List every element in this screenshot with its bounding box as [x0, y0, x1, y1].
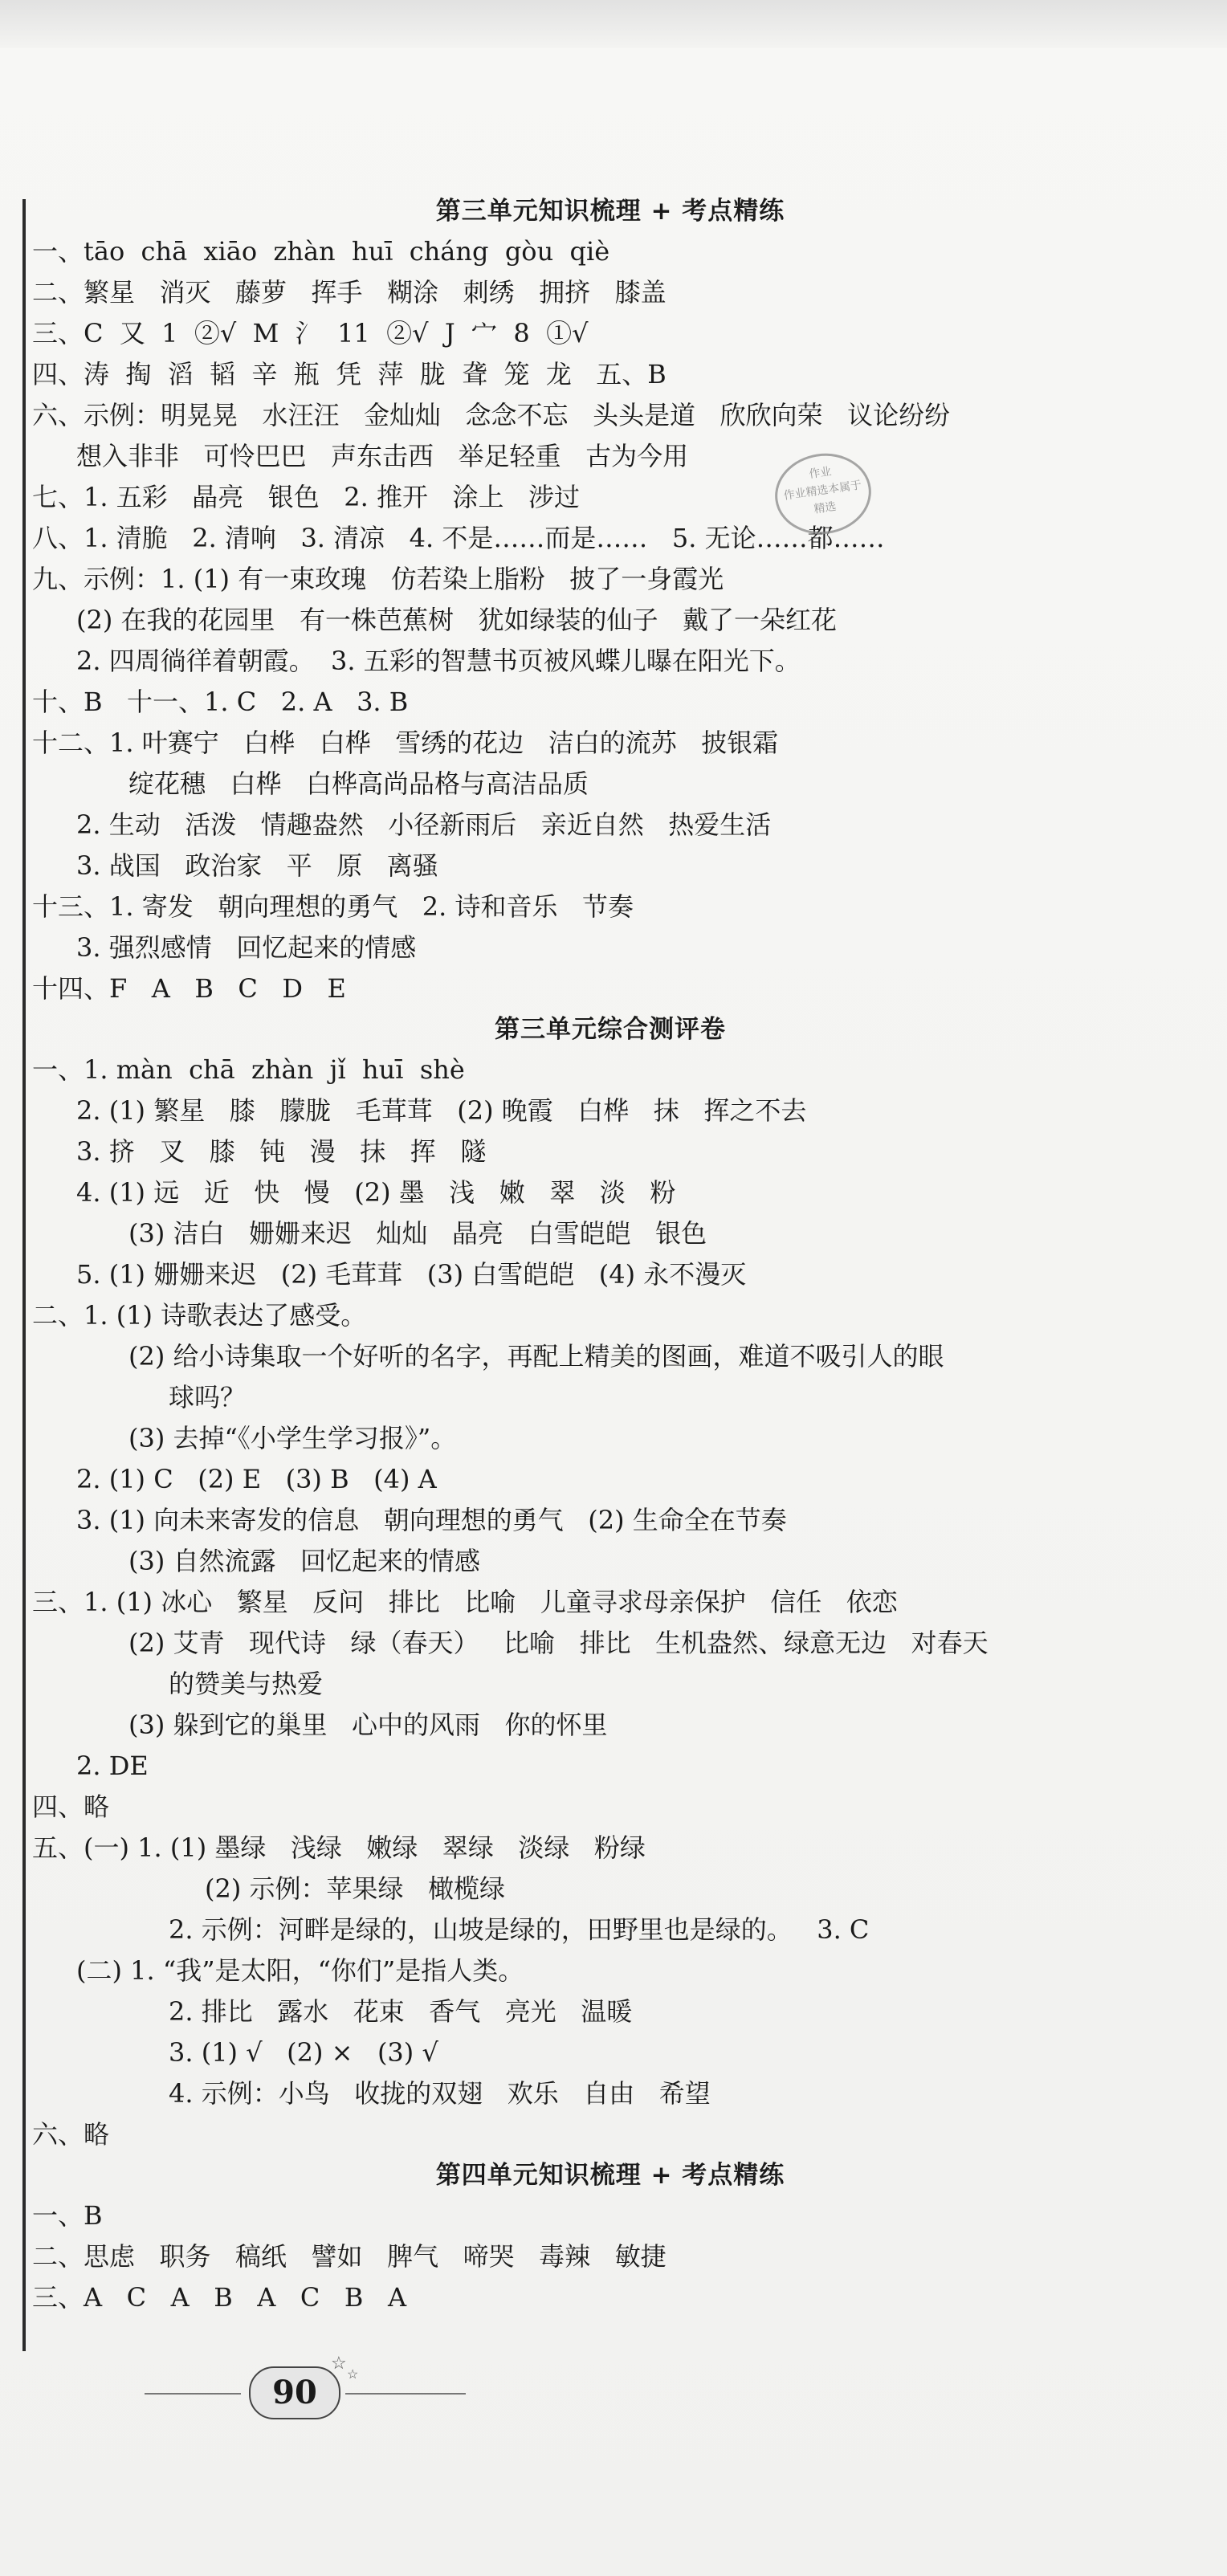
answer-line: 四、涛 掏 滔 韬 辛 瓶 凭 萍 胧 聋 笼 龙 五、B: [32, 359, 666, 389]
section-heading: 第四单元知识梳理 + 考点精练: [435, 2161, 785, 2190]
answer-line: 一、B: [32, 2200, 103, 2231]
answer-line: 3. 战国 政治家 平 原 离骚: [76, 850, 438, 881]
answer-line: (2) 艾青 现代诗 绿（春天） 比喻 排比 生机盎然、绿意无边 对春天: [128, 1628, 989, 1658]
scan-top-band: [0, 0, 1227, 48]
answer-line: 三、1. (1) 冰心 繁星 反问 排比 比喻 儿童寻求母亲保护 信任 依恋: [32, 1587, 898, 1617]
page-footer: [145, 2354, 466, 2421]
answer-line: 三、C 又 1 ②√ M 氵 11 ②√ J 宀 8 ①√: [32, 318, 589, 348]
stamp-text-1: 作业: [808, 465, 833, 482]
answer-line: 2. (1) 繁星 膝 朦胧 毛茸茸 (2) 晚霞 白桦 抹 挥之不去: [76, 1095, 807, 1126]
answer-line: 十四、F A B C D E: [32, 973, 346, 1004]
answer-line: (2) 在我的花园里 有一株芭蕉树 犹如绿装的仙子 戴了一朵红花: [76, 605, 838, 635]
answer-line: (3) 躲到它的巢里 心中的风雨 你的怀里: [128, 1710, 608, 1740]
answer-line: 十、B 十一、1. C 2. A 3. B: [32, 687, 409, 717]
stamp-text-3: 精选: [813, 499, 838, 516]
answer-line: 2. 四周徜徉着朝霞。 3. 五彩的智慧书页被风蝶儿曝在阳光下。: [76, 646, 801, 676]
answer-line: (3) 自然流露 回忆起来的情感: [128, 1546, 481, 1576]
answer-line: 3. (1) 向未来寄发的信息 朝向理想的勇气 (2) 生命全在节奏: [76, 1505, 787, 1535]
answer-line: 六、示例：明晃晃 水汪汪 金灿灿 念念不忘 头头是道 欣欣向荣 议论纷纷: [32, 400, 951, 430]
answer-line: 七、1. 五彩 晶亮 银色 2. 推开 涂上 涉过: [32, 482, 580, 512]
answer-line: 一、tāo chā xiāo zhàn huī cháng gòu qiè: [32, 236, 610, 267]
answer-line: 2. 排比 露水 花束 香气 亮光 温暖: [169, 1996, 633, 2027]
answer-line: 2. DE: [76, 1751, 149, 1781]
answer-line: (2) 示例：苹果绿 橄榄绿: [205, 1873, 506, 1904]
answer-line: 八、1. 清脆 2. 清响 3. 清凉 4. 不是……而是…… 5. 无论……都……: [32, 523, 885, 553]
answer-line: 绽花穗 白桦 白桦高尚品格与高洁品质: [128, 768, 589, 799]
answer-line: 二、1. (1) 诗歌表达了感受。: [32, 1300, 367, 1331]
answer-line: 3. 挤 叉 膝 钝 漫 抹 挥 隧: [76, 1136, 487, 1167]
answer-line: 2. (1) C (2) E (3) B (4) A: [76, 1464, 437, 1494]
answer-line: 3. (1) √ (2) × (3) √: [169, 2037, 438, 2068]
star-icon: ☆: [331, 2354, 347, 2374]
answer-line: 4. (1) 远 近 快 慢 (2) 墨 浅 嫩 翠 淡 粉: [76, 1177, 676, 1208]
answer-line: 二、思虑 职务 稿纸 譬如 脾气 啼哭 毒辣 敏捷: [32, 2241, 666, 2272]
answer-line: (2) 给小诗集取一个好听的名字，再配上精美的图画，难道不吸引人的眼: [128, 1341, 944, 1372]
answer-line: 十二、1. 叶赛宁 白桦 白桦 雪绣的花边 洁白的流苏 披银霜: [32, 728, 779, 758]
answer-line: 五、(一) 1. (1) 墨绿 浅绿 嫩绿 翠绿 淡绿 粉绿: [32, 1832, 646, 1863]
section-heading: 第三单元综合测评卷: [495, 1015, 726, 1044]
answer-line: 九、示例：1. (1) 有一束玫瑰 仿若染上脂粉 披了一身霞光: [32, 564, 724, 594]
answer-line: 5. (1) 姗姗来迟 (2) 毛茸茸 (3) 白雪皑皑 (4) 永不漫灭: [76, 1259, 747, 1290]
answer-line: (3) 洁白 姗姗来迟 灿灿 晶亮 白雪皑皑 银色: [128, 1218, 707, 1249]
answer-line: 3. 强烈感情 回忆起来的情感: [76, 932, 417, 963]
answer-line: 球吗？: [169, 1382, 247, 1412]
answer-line: 2. 生动 活泼 情趣盎然 小径新雨后 亲近自然 热爱生活: [76, 809, 772, 840]
answer-line: (二) 1. “我”是太阳，“你们”是指人类。: [76, 1955, 524, 1986]
answer-line: 二、繁星 消灭 藤萝 挥手 糊涂 刺绣 拥挤 膝盖: [32, 277, 666, 308]
footer-right-line: [345, 2393, 466, 2395]
star-icon: ☆: [347, 2366, 359, 2382]
answer-line: 十三、1. 寄发 朝向理想的勇气 2. 诗和音乐 节奏: [32, 891, 634, 922]
answer-line: 2. 示例：河畔是绿的，山坡是绿的，田野里也是绿的。 3. C: [169, 1914, 870, 1945]
answer-line: 六、略: [32, 2119, 110, 2150]
answer-line: 4. 示例：小鸟 收拢的双翅 欢乐 自由 希望: [169, 2078, 711, 2109]
answer-content: [32, 191, 1188, 2318]
answer-line: 四、略: [32, 1791, 110, 1822]
left-margin-rule: [22, 199, 26, 2351]
section-heading: 第三单元知识梳理 + 考点精练: [435, 197, 785, 226]
answer-line: 想入非非 可怜巴巴 声东击西 举足轻重 古为今用: [76, 441, 689, 471]
answer-line: 一、1. màn chā zhàn jǐ huī shè: [32, 1054, 465, 1085]
stamp-text-2: 作业精选本属于: [782, 479, 863, 503]
answer-line: 三、A C A B A C B A: [32, 2282, 407, 2313]
answer-line: 的赞美与热爱: [169, 1669, 324, 1699]
page-number: 90: [249, 2366, 340, 2419]
footer-left-line: [145, 2393, 241, 2395]
answer-line: (3) 去掉“《小学生学习报》”。: [128, 1423, 457, 1453]
